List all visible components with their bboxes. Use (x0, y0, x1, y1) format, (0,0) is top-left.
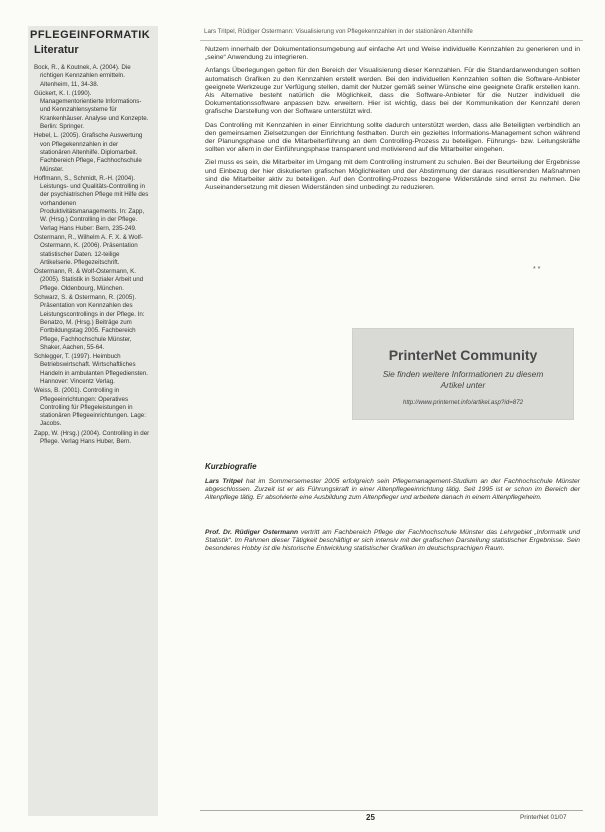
header-rule (200, 40, 583, 41)
running-title: Lars Tritpel, Rüdiger Ostermann: Visualisierung von Pflegekennzahlen in der stationären Altenhilfe (204, 28, 473, 35)
bio-text: hat im Sommersemester 2005 erfolgreich sein Pflegemanagement-Studium an der Fachhochschule Münster abgeschlossen. Zurzeit ist er als Führungskraft in einer Altenpflegeeinrichtung tätig. Seit 1995 ist er schon im Bereich der Altenpflege tätig. Er absolvierte eine Ausbildung zum Altenpfleger und arbeitete danach in einem Altenpflegeheim. (205, 478, 580, 502)
promo-url[interactable]: http://www.printernet.info/artikel.asp?id=872 (402, 399, 524, 406)
reference-item: Ostermann, R. & Wolf-Ostermann, K. (2005). Statistik in Sozialer Arbeit und Pflege. Oldenbourg, München. (34, 268, 144, 292)
reference-list (34, 64, 150, 447)
journal-section-title: PFLEGEINFORMATIK (30, 29, 151, 41)
reference-item: Hoffmann, S., Schmidt, R.-H. (2004). Leistungs- und Qualitäts-Controlling in der psychiatrischen Pflege mit Hilfe des vorhandenen Produktivitätsmanagements. In: Zapp, W. (Hrsg.) Controlling in der Pflege. Verlag Hans Huber: Bern, 235-249. (34, 174, 149, 232)
promo-subtitle: Sie finden weitere Informationen zu diesem Artikel unter (382, 369, 544, 390)
issue-label: PrinterNet 01/07 (520, 814, 567, 821)
reference-item: Schlegger, T. (1997). Heimbuch Betriebswirtschaft. Wirtschaftliches Handeln in ambulanten Pflegediensten. Hannover: Vincentz Verlag. (34, 353, 149, 385)
reference-item: Gückert, K. I. (1990). Managementorientierte Informations- und Kennzahlensysteme für Krankenhäuser. Analyse und Konzepte. Berlin: Springer. (34, 89, 149, 131)
body-paragraph: Nutzern innerhalb der Dokumentationsumgebung auf einfache Art und Weise individuelle Kennzahlen zu generieren und in „seine“ Anwendung zu integrieren. (205, 46, 580, 62)
footer-rule (200, 810, 583, 811)
bio-heading: Kurzbiografie (205, 462, 257, 471)
body-paragraph: Das Controlling mit Kennzahlen in einer Einrichtung sollte dadurch unterstützt werden, dass alle Beteiligten verbindlich an den gemeinsamen Zielsetzungen der Einrichtung festhalten. Durch ein gezieltes Informations-Management schon während der Planungsphase und die Mitarbeiterführung an dem Controlling-Prozess zu beteiligen. Führungs- bzw. Leitungskräfte sollten vor allem in der Einführungsphase transparent und motivierend auf die Mitarbeiter eingehen. (205, 121, 580, 154)
page-number: 25 (366, 813, 375, 822)
literature-heading: Literatur (34, 44, 79, 56)
reference-item: Hebel, L. (2005). Grafische Auswertung von Pflegekennzahlen in der stationären Altenhilfe. Diplomarbeit. Fachbereich Pflege, Fachhochschule Münster. (34, 132, 143, 173)
bio-name: Lars Tritpel (205, 478, 243, 485)
reference-item: Ostermann, R., Wilhelm A. F. X. & Wolf-Ostermann, K. (2006). Präsentation statistischer Daten. 12-teilige Artikelserie. Pflegezeitschrift. (34, 233, 143, 266)
end-mark: * * (533, 266, 541, 273)
reference-item: Bock, R., & Koutnek, A. (2004). Die richtigen Kennzahlen ermitteln. Altenheim, 11, 34-38. (34, 64, 131, 88)
promo-title: PrinterNet Community (388, 347, 538, 363)
community-promo-box (352, 328, 574, 420)
bio-entry (205, 478, 580, 503)
bio-text: vertritt am Fachbereich Pflege der Fachhochschule Münster das Lehrgebiet „Informatik und Statistik“. Im Rahmen dieser Tätigkeit beschäftigt er sich intensiv mit der grafischen Darstellung statistischer Ergebnisse. Sein besonderes Hobby ist die historische Entwicklung statistischer Grafiken im deutschsprachigen Raum. (205, 529, 580, 553)
body-paragraph: Anfangs Überlegungen gelten für den Bereich der Visualisierung dieser Kennzahlen. Für die Standardanwendungen sollten automatisch Grafiken zu den Kennzahlen erstellt werden. Bei den individuellen Kennzahlen sollten die Software-Anbieter geeignete Werkzeuge zur Verfügung stellen, damit der Nutzer gemäß seiner Wünsche eine geeignete Grafik erstellen kann. Als Alternative besteht natürlich die Möglichkeit, dass die Software-Anbieter für die Nutzer individuell die Dokumentationssoftware anpassen bzw. erweitern. Hier ist wichtig, dass bei der Kommunikation der Kennzahl deren grafische Darstellung von der Software unterstützt wird. (205, 67, 580, 116)
article-body (205, 46, 580, 197)
body-paragraph: Ziel muss es sein, die Mitarbeiter im Umgang mit dem Controlling instrument zu schulen. Bei der Beurteilung der Ergebnisse und Einbezug der hier diskutierten grafischen Möglichkeiten und der Abstimmung der daraus resultierenden Maßnahmen sind die Mitarbeiter aktiv zu beteiligen. Auf den Controlling-Prozess bezogene Widerstände sind ernst zu nehmen. Die Auseinandersetzung mit diesen Widerständen sind unbedingt zu reduzieren. (205, 159, 580, 192)
reference-item: Schwarz, S. & Ostermann, R. (2005). Präsentation von Kennzahlen des Leistungscontrollings in der Pflege. In: Benatzo, M. (Hrsg.) Beiträge zum Fortbildungstag 2005. Fachbereich Pflege, Fachhochschule Münster, Shaker, Aachen, 55-64. (34, 294, 145, 351)
reference-item: Weiss, B. (2001). Controlling in Pflegeeinrichtungen: Operatives Controlling für Pflegeleistungen in stationären Pflegeeinrichtungen. Lage: Jacobs. (34, 387, 146, 428)
bio-name: Prof. Dr. Rüdiger Ostermann (205, 529, 299, 536)
reference-item: Zapp, W. (Hrsg.) (2004). Controlling in der Pflege. Verlag Hans Huber, Bern. (34, 429, 150, 446)
bio-entry (205, 529, 580, 554)
